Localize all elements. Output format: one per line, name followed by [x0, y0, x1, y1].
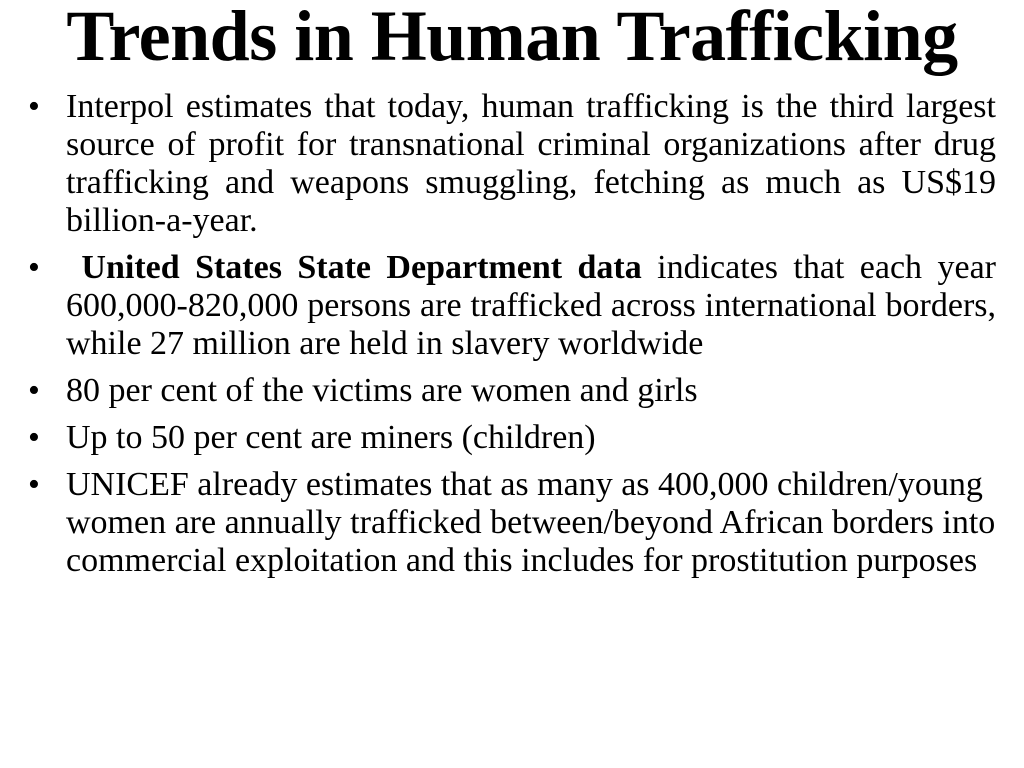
bullet-list: [28, 88, 996, 589]
bullet-text: 80 per cent of the victims are women and girls: [66, 372, 698, 409]
bullet-item-unicef: [28, 466, 996, 580]
bullet-icon: •: [28, 466, 40, 503]
bullet-item-interpol: [28, 88, 996, 240]
bullet-text: [66, 249, 996, 363]
bullet-text: Up to 50 per cent are miners (children): [66, 419, 596, 456]
bullet-item-women-girls: [28, 372, 996, 410]
bullet-icon: •: [28, 249, 40, 286]
bullet-text: Interpol estimates that today, human trafficking is the third largest source of profit for transnational criminal organizations after drug trafficking and weapons smuggling, fetching as much as US$19 billion-a-year.: [66, 88, 996, 239]
bullet-item-children: [28, 419, 996, 457]
bullet-icon: •: [28, 372, 40, 409]
bullet-text: UNICEF already estimates that as many as 400,000 children/young women are annually trafficked between/beyond African borders into commercial exploitation and this includes for prostitution purposes: [66, 466, 996, 579]
bullet-item-state-department: [28, 249, 996, 363]
bullet-icon: •: [28, 88, 40, 125]
bullet-text-continuation: indicates that each year 600,000-820,000 persons are trafficked across international borders, while 27 million are held in slavery worldwide: [66, 249, 996, 362]
bullet-bold-source: United States State Department data: [81, 249, 642, 286]
bullet-icon: •: [28, 419, 40, 456]
slide-title: Trends in Human Trafficking: [66, 0, 958, 76]
